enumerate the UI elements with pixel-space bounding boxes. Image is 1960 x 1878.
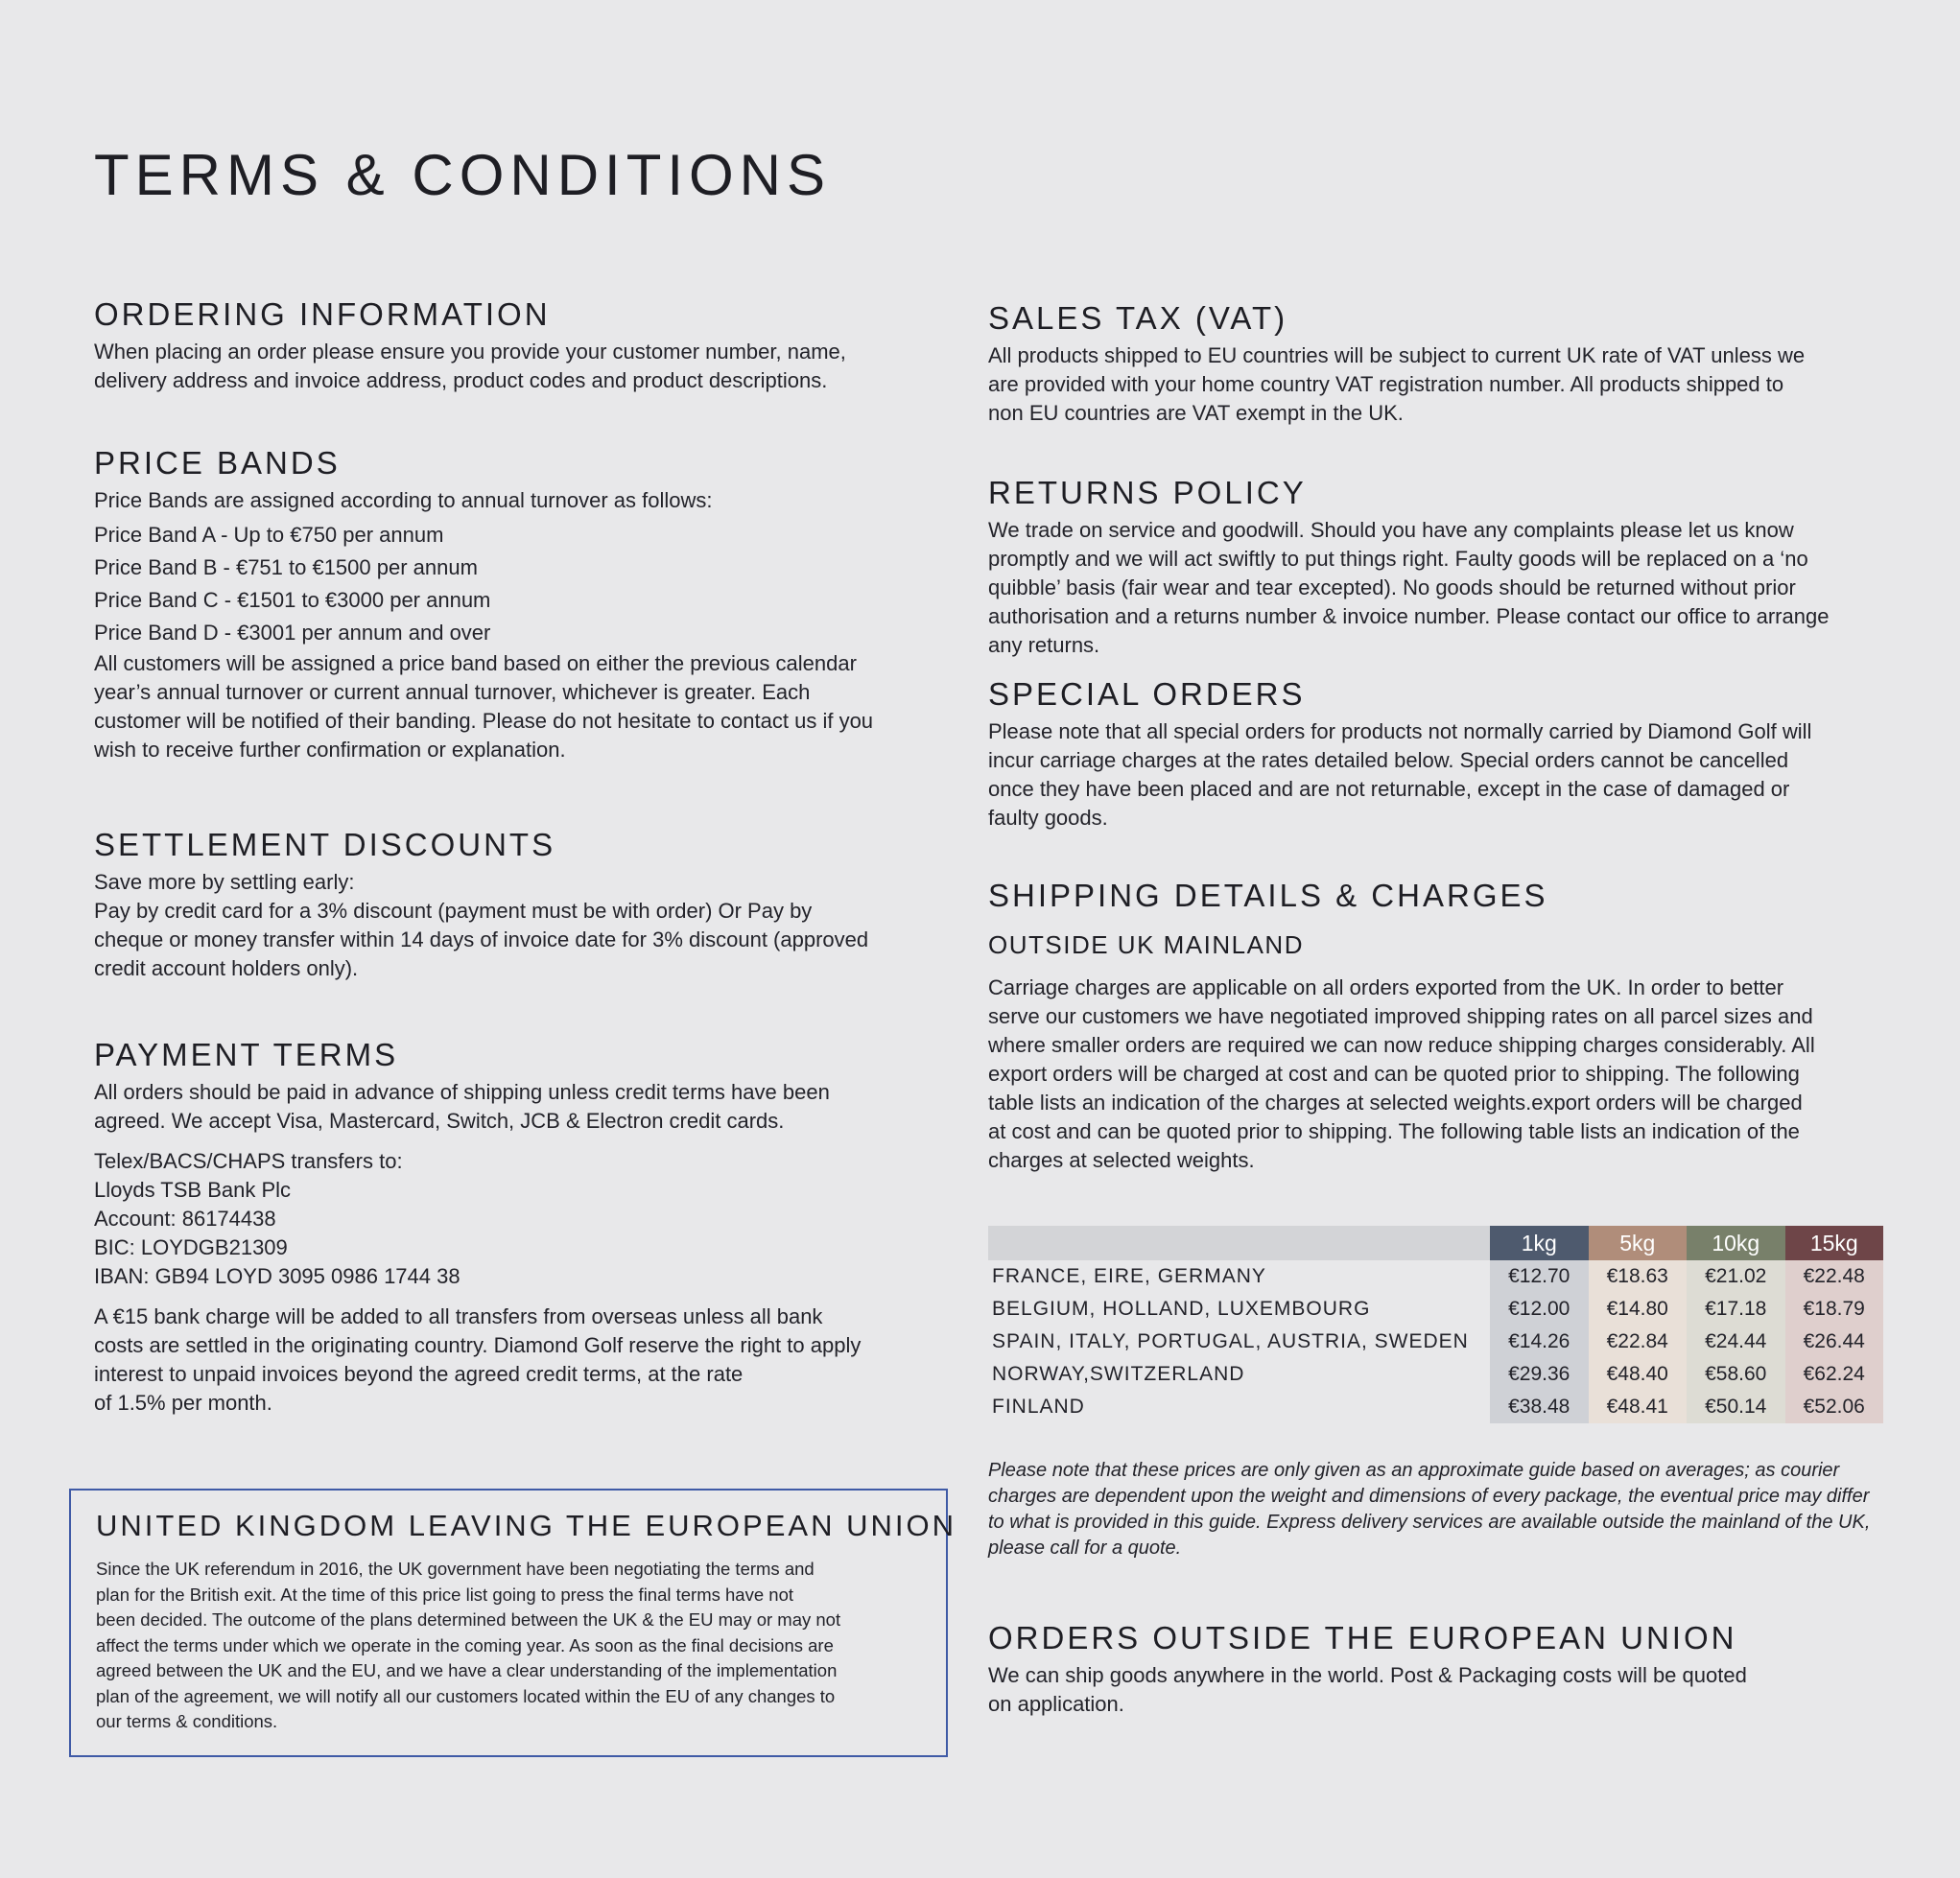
charge-line: costs are settled in the originating country. Diamond Golf reserve the right to apply [94, 1332, 862, 1357]
country-cell: SPAIN, ITALY, PORTUGAL, AUSTRIA, SWEDEN [992, 1330, 1469, 1352]
payment-section [94, 1036, 938, 1418]
table-header-row [988, 1226, 1883, 1260]
special-orders-line: incur carriage charges at the rates detailed below. Special orders cannot be cancelled [988, 747, 1789, 772]
brexit-notice-box [69, 1489, 956, 1757]
shipping-line: charges at selected weights. [988, 1147, 1255, 1172]
weight-header: 15kg [1785, 1226, 1884, 1260]
shipping-rates-table [988, 1226, 1883, 1423]
country-cell: FRANCE, EIRE, GERMANY [992, 1265, 1266, 1287]
payment-line: All orders should be paid in advance of shipping unless credit terms have been [94, 1079, 830, 1104]
vat-line: All products shipped to EU countries will be subject to current UK rate of VAT unless we [988, 342, 1806, 367]
price-band-c: Price Band C - €1501 to €3000 per annum [94, 587, 491, 612]
special-orders-line: once they have been placed and are not returnable, except in the case of damaged or [988, 776, 1790, 801]
charge-line: interest to unpaid invoices beyond the agreed credit terms, at the rate [94, 1361, 744, 1386]
returns-heading: RETURNS POLICY [988, 475, 1307, 510]
bank-bic: BIC: LOYDGB21309 [94, 1234, 288, 1259]
price-cell: €26.44 [1785, 1326, 1884, 1358]
shipping-section [988, 877, 1890, 1175]
price-bands-intro: Price Bands are assigned according to annual turnover as follows: [94, 487, 713, 512]
brexit-line: plan of the agreement, we will notify all our customers located within the EU of any changes to [96, 1685, 836, 1706]
bank-details [94, 1147, 938, 1291]
shipping-line: table lists an indication of the charges at selected weights.export orders will be charged [988, 1090, 1803, 1115]
price-cell: €62.24 [1785, 1358, 1884, 1391]
price-band-d: Price Band D - €3001 per annum and over [94, 620, 491, 645]
payment-heading: PAYMENT TERMS [94, 1037, 399, 1072]
returns-section [988, 474, 1890, 660]
country-cell: BELGIUM, HOLLAND, LUXEMBOURG [992, 1298, 1371, 1320]
returns-line: any returns. [988, 632, 1100, 657]
price-bands-line: wish to receive further confirmation or explanation. [94, 737, 566, 762]
shipping-line: serve our customers we have negotiated improved shipping rates on all parcel sizes and [988, 1003, 1813, 1028]
shipping-heading: SHIPPING DETAILS & CHARGES [988, 878, 1548, 913]
table-row [988, 1326, 1883, 1358]
brexit-line: affect the terms under which we operate in the coming year. As soon as the final decisions are [96, 1634, 834, 1655]
table-row [988, 1358, 1883, 1391]
settlement-line: cheque or money transfer within 14 days of invoice date for 3% discount (approved [94, 927, 869, 951]
price-cell: €14.80 [1589, 1293, 1688, 1326]
ordering-section [94, 295, 938, 395]
price-bands-line: year’s annual turnover or current annual turnover, whichever is greater. Each [94, 679, 811, 704]
brexit-line: agreed between the UK and the EU, and we have a clear understanding of the implementation [96, 1660, 838, 1681]
weight-header: 5kg [1589, 1226, 1688, 1260]
outside-eu-heading: ORDERS OUTSIDE THE EUROPEAN UNION [988, 1620, 1737, 1655]
price-cell: €22.48 [1785, 1260, 1884, 1293]
shipping-subheading: OUTSIDE UK MAINLAND [988, 929, 1304, 959]
country-cell: NORWAY,SWITZERLAND [992, 1363, 1245, 1385]
ordering-line: When placing an order please ensure you provide your customer number, name, [94, 339, 846, 364]
brexit-line: been decided. The outcome of the plans determined between the UK & the EU may or may not [96, 1609, 841, 1631]
vat-heading: SALES TAX (VAT) [988, 300, 1288, 336]
shipping-note-line: Please note that these prices are only given as an approximate guide based on averages; as courier [988, 1460, 1840, 1481]
vat-line: non EU countries are VAT exempt in the UK. [988, 400, 1404, 425]
shipping-line: Carriage charges are applicable on all orders exported from the UK. In order to better [988, 974, 1784, 999]
brexit-heading: UNITED KINGDOM LEAVING THE EUROPEAN UNION [96, 1509, 956, 1542]
price-cell: €14.26 [1490, 1326, 1589, 1358]
settlement-line: Pay by credit card for a 3% discount (payment must be with order) Or Pay by [94, 898, 813, 923]
price-cell: €52.06 [1785, 1391, 1884, 1423]
bank-name: Lloyds TSB Bank Plc [94, 1177, 292, 1202]
country-cell: FINLAND [992, 1396, 1085, 1418]
brexit-line: our terms & conditions. [96, 1711, 278, 1732]
shipping-line: export orders will be charged at cost and can be quoted prior to shipping. The following [988, 1061, 1800, 1086]
charge-line: A €15 bank charge will be added to all transfers from overseas unless all bank [94, 1303, 823, 1328]
price-cell: €18.79 [1785, 1293, 1884, 1326]
price-cell: €48.41 [1589, 1391, 1688, 1423]
price-cell: €50.14 [1687, 1391, 1785, 1423]
bank-account: Account: 86174438 [94, 1206, 276, 1231]
price-bands-line: All customers will be assigned a price band based on either the previous calendar [94, 650, 857, 675]
weight-header: 1kg [1490, 1226, 1589, 1260]
price-cell: €22.84 [1589, 1326, 1688, 1358]
returns-line: quibble’ basis (fair wear and tear excepted). No goods should be returned without prior [988, 575, 1796, 599]
price-cell: €38.48 [1490, 1391, 1589, 1423]
price-cell: €29.36 [1490, 1358, 1589, 1391]
outside-eu-line: We can ship goods anywhere in the world. Post & Packaging costs will be quoted [988, 1662, 1747, 1687]
price-bands-section [94, 444, 938, 764]
returns-line: authorisation and a returns number & invoice number. Please contact our office to arrange [988, 603, 1830, 628]
shipping-note-line: to what is provided in this guide. Express delivery services are available outside the mainland of the UK, [988, 1512, 1871, 1533]
shipping-note [988, 1458, 1890, 1561]
charge-line: of 1.5% per month. [94, 1390, 272, 1415]
vat-section [988, 299, 1890, 428]
price-cell: €24.44 [1687, 1326, 1785, 1358]
shipping-line: at cost and can be quoted prior to shipping. The following table lists an indication of the [988, 1118, 1800, 1143]
shipping-line: where smaller orders are required we can now reduce shipping charges considerably. All [988, 1032, 1815, 1057]
price-cell: €21.02 [1687, 1260, 1785, 1293]
table-row [988, 1391, 1883, 1423]
special-orders-line: faulty goods. [988, 805, 1108, 830]
price-cell: €12.70 [1490, 1260, 1589, 1293]
returns-line: We trade on service and goodwill. Should you have any complaints please let us know [988, 517, 1794, 542]
price-cell: €48.40 [1589, 1358, 1688, 1391]
settlement-section [94, 826, 938, 983]
bank-iban: IBAN: GB94 LOYD 3095 0986 1744 38 [94, 1263, 460, 1288]
special-orders-section [988, 675, 1890, 833]
ordering-heading: ORDERING INFORMATION [94, 296, 551, 332]
price-cell: €17.18 [1687, 1293, 1785, 1326]
price-cell: €58.60 [1687, 1358, 1785, 1391]
payment-line: agreed. We accept Visa, Mastercard, Switch, JCB & Electron credit cards. [94, 1108, 785, 1133]
outside-eu-section [988, 1619, 1890, 1719]
shipping-note-line: please call for a quote. [988, 1538, 1182, 1559]
settlement-line: credit account holders only). [94, 955, 359, 980]
returns-line: promptly and we will act swiftly to put things right. Faulty goods will be replaced on a ‘no [988, 546, 1808, 571]
vat-line: are provided with your home country VAT registration number. All products shipped to [988, 371, 1784, 396]
price-cell: €18.63 [1589, 1260, 1688, 1293]
page-title: TERMS & CONDITIONS [94, 143, 832, 207]
special-orders-heading: SPECIAL ORDERS [988, 676, 1306, 712]
ordering-line: delivery address and invoice address, product codes and product descriptions. [94, 367, 828, 392]
settlement-heading: SETTLEMENT DISCOUNTS [94, 827, 556, 862]
price-band-b: Price Band B - €751 to €1500 per annum [94, 554, 478, 579]
price-bands-heading: PRICE BANDS [94, 445, 341, 481]
brexit-line: plan for the British exit. At the time of this price list going to press the final terms have not [96, 1584, 793, 1605]
special-orders-line: Please note that all special orders for products not normally carried by Diamond Golf will [988, 718, 1812, 743]
weight-header: 10kg [1687, 1226, 1785, 1260]
outside-eu-line: on application. [988, 1691, 1124, 1716]
table-row [988, 1260, 1883, 1293]
table-row [988, 1293, 1883, 1326]
price-band-a: Price Band A - Up to €750 per annum [94, 522, 444, 547]
shipping-note-line: charges are dependent upon the weight and dimensions of every package, the eventual price may differ [988, 1486, 1870, 1507]
bank-line: Telex/BACS/CHAPS transfers to: [94, 1148, 403, 1173]
settlement-line: Save more by settling early: [94, 869, 355, 894]
price-cell: €12.00 [1490, 1293, 1589, 1326]
price-bands-line: customer will be notified of their banding. Please do not hesitate to contact us if you [94, 708, 874, 733]
brexit-line: Since the UK referendum in 2016, the UK government have been negotiating the terms and [96, 1559, 815, 1580]
